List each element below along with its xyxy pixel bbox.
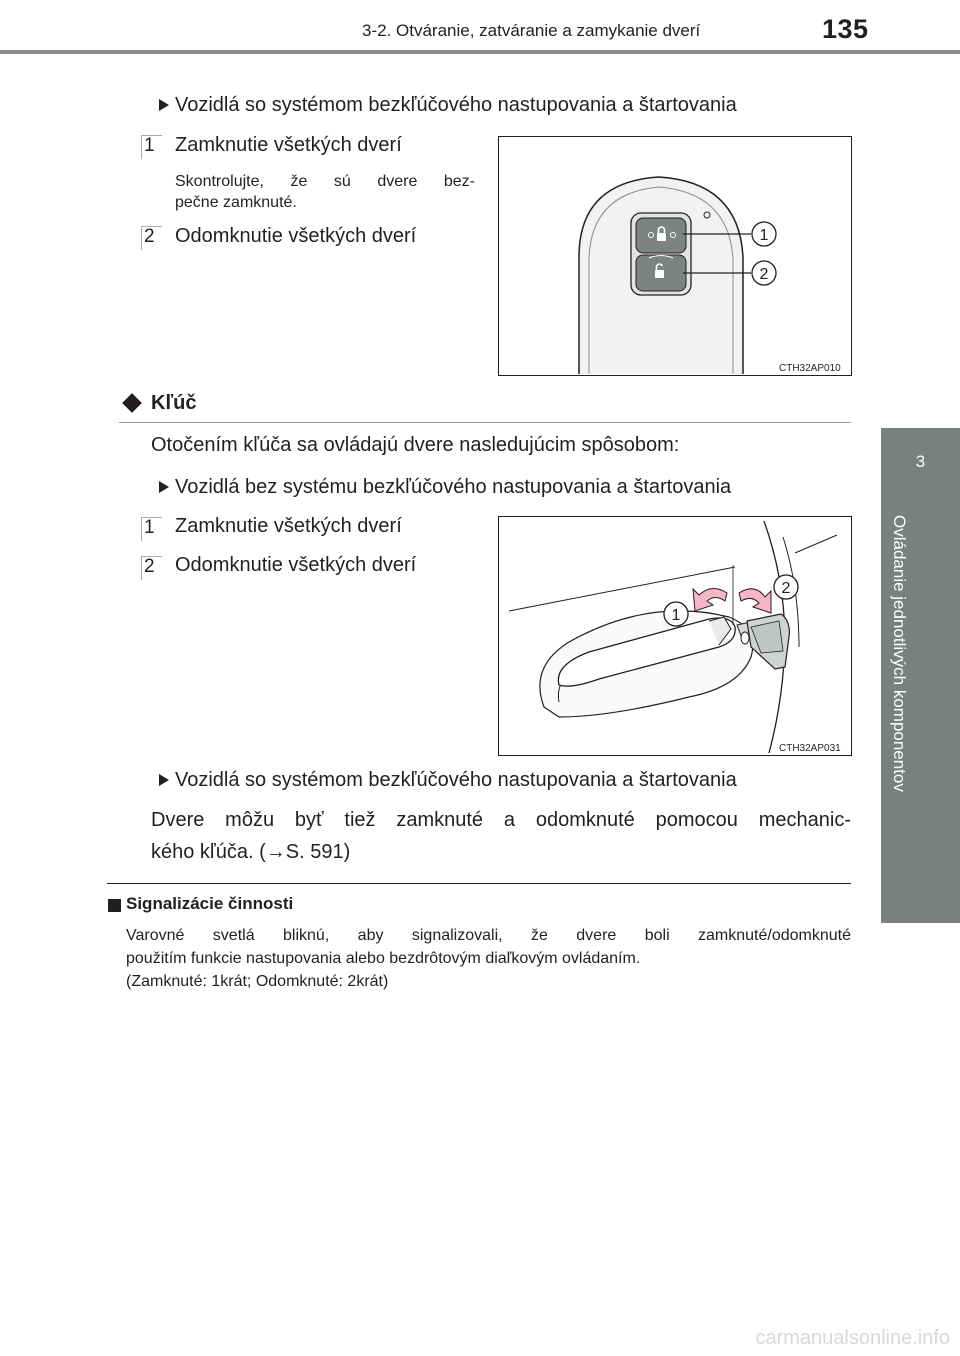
- callout-2: 2: [781, 580, 791, 597]
- header-rule: [0, 50, 960, 54]
- figure-key-fob: [498, 136, 852, 376]
- arrow-bullet-icon: [159, 774, 169, 786]
- note-line1: Varovné svetlá bliknú, aby signalizovali, že dvere boli zamknuté/odomknuté: [126, 927, 851, 944]
- note-line3: (Zamknuté: 1krát; Odomknuté: 2krát): [126, 973, 389, 990]
- key-subheading-2: Vozidlá so systémom bezkľúčového nastupovania a štartovania: [175, 769, 737, 791]
- door-key-illustration: [499, 517, 851, 755]
- key-subheading: Vozidlá bez systému bezkľúčového nastupovania a štartovania: [175, 476, 732, 498]
- figure-code: CTH32AP031: [779, 743, 841, 754]
- item-unlock-all-doors: Odomknutie všetkých dverí: [175, 225, 417, 247]
- watermark: carmanualsonline.info: [755, 1327, 950, 1349]
- block1-heading: Vozidlá so systémom bezkľúčového nastupovania a štartovania: [175, 94, 737, 116]
- note-rule: [107, 883, 851, 884]
- mechanical-key-line1: Dvere môžu byť tiež zamknuté a odomknuté pomocou mechanic-: [151, 809, 851, 831]
- key-intro: Otočením kľúča sa ovládajú dvere nasledujúcim spôsobom:: [151, 434, 680, 456]
- key-item-unlock: Odomknutie všetkých dverí: [175, 554, 417, 576]
- diamond-bullet-icon: [122, 393, 142, 413]
- key-fob-illustration: [499, 137, 851, 375]
- item-note-line2: pečne zamknuté.: [175, 194, 297, 211]
- key-section-rule: [119, 422, 851, 423]
- arrow-bullet-icon: [159, 99, 169, 111]
- mechanical-key-line2: kého kľúča. (→S. 591): [151, 841, 351, 863]
- chapter-title: Ovládanie jednotlivých komponentov: [890, 515, 909, 792]
- item-note-line1: Skontrolujte, že sú dvere bez-: [175, 173, 475, 190]
- section-title: 3-2. Otváranie, zatváranie a zamykanie dverí: [362, 21, 701, 40]
- callout-2: 2: [759, 266, 769, 283]
- figure-code: CTH32AP010: [779, 363, 841, 374]
- chapter-number: 3: [915, 452, 926, 471]
- page-number: 135: [822, 14, 869, 44]
- key-item-lock: Zamknutie všetkých dverí: [175, 515, 402, 537]
- callout-1: 1: [671, 607, 681, 624]
- square-bullet-icon: [108, 899, 121, 912]
- note-title: Signalizácie činnosti: [126, 894, 294, 913]
- callout-1: 1: [759, 227, 769, 244]
- arrow-bullet-icon: [159, 481, 169, 493]
- figure-door-key: [498, 516, 852, 756]
- note-line2: použitím funkcie nastupovania alebo bezdrôtovým diaľkovým ovládaním.: [126, 950, 641, 967]
- item-lock-all-doors: Zamknutie všetkých dverí: [175, 134, 402, 156]
- chapter-title-container: [890, 515, 935, 915]
- key-section-title: Kľúč: [151, 392, 197, 414]
